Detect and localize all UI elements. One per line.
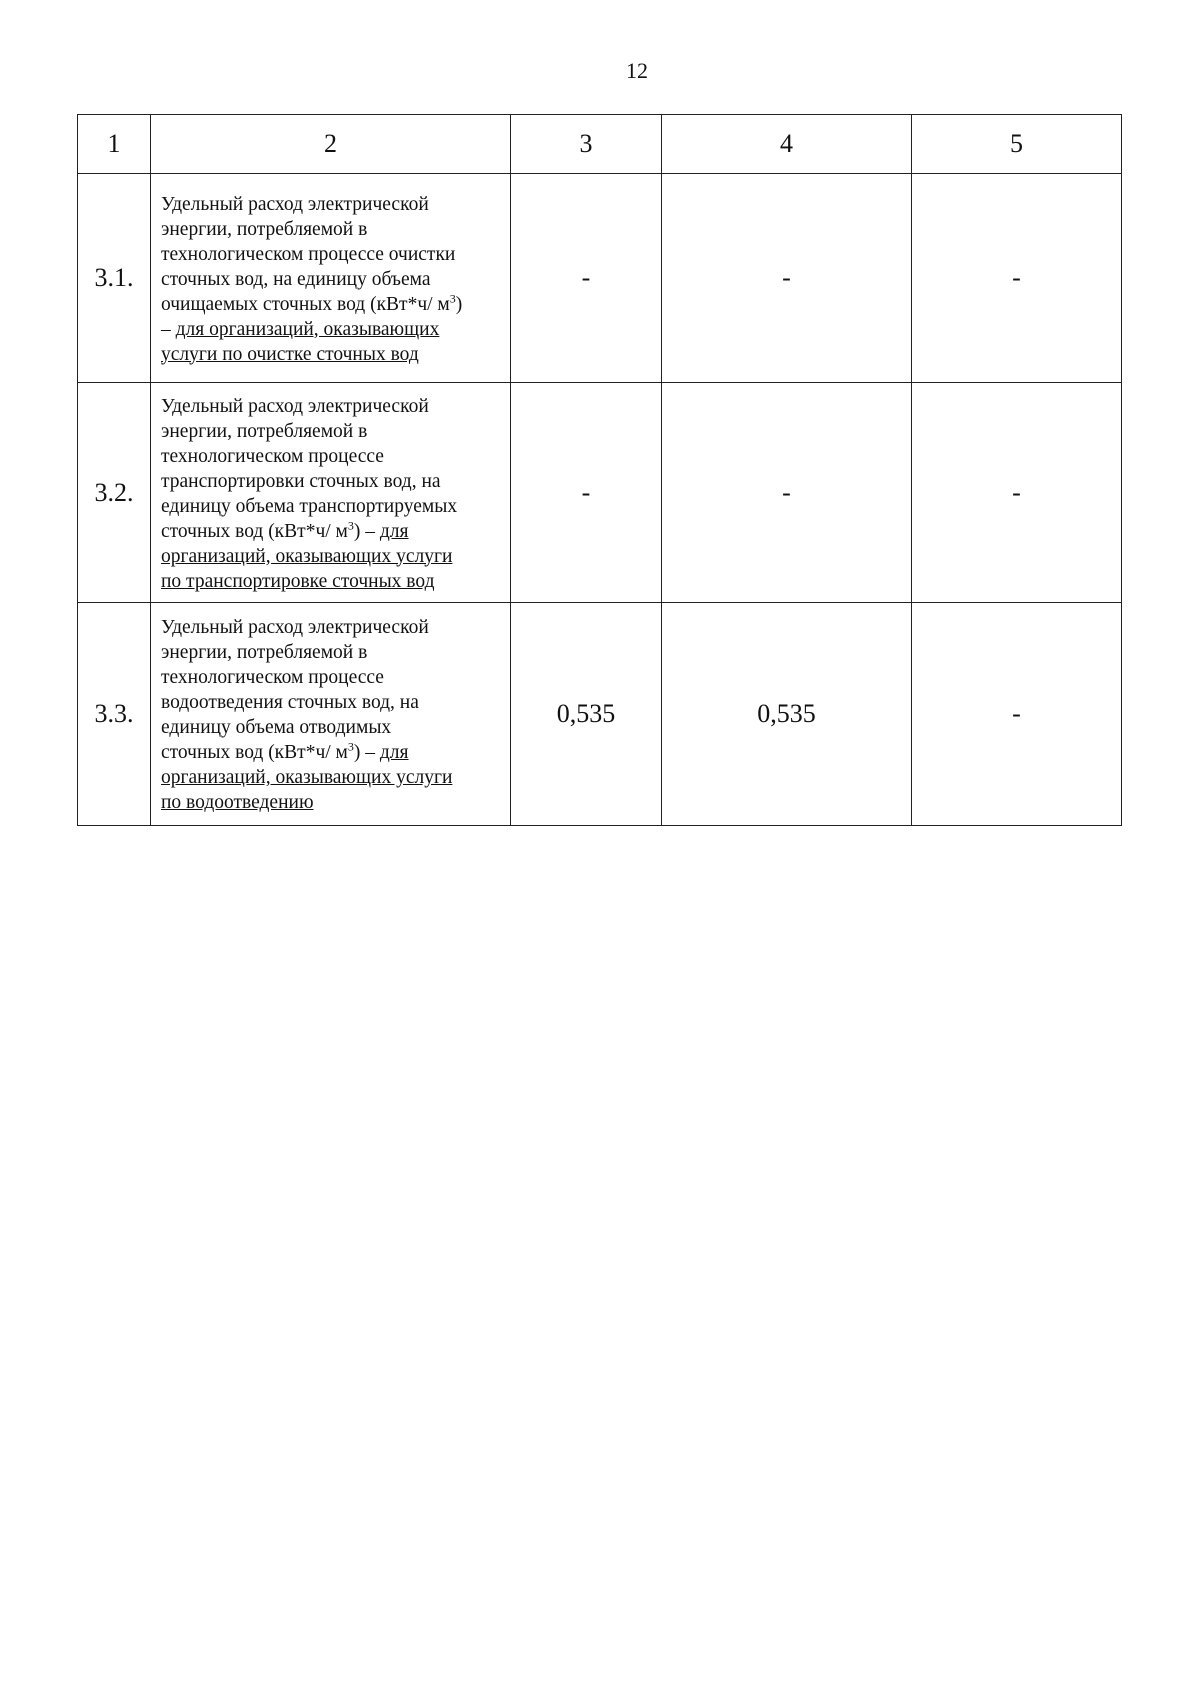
row-number: 3.3. xyxy=(78,603,151,826)
value-col-5: - xyxy=(912,174,1122,383)
value-col-4: - xyxy=(662,383,912,603)
desc-line: технологическом процессе xyxy=(161,667,384,688)
desc-line: единицу объема отводимых xyxy=(161,717,392,738)
desc-line: технологическом процессе xyxy=(161,445,384,467)
value-col-3: - xyxy=(511,383,662,603)
desc-unit-close: ) – xyxy=(353,520,380,542)
unit-superscript: 3 xyxy=(449,291,456,305)
desc-underlined: для xyxy=(379,520,409,542)
value-col-4: 0,535 xyxy=(662,603,912,826)
desc-line: энергии, потребляемой в xyxy=(161,642,368,663)
desc-underlined: по водоотведению xyxy=(161,792,314,813)
desc-unit-close: ) xyxy=(455,293,463,315)
unit-superscript: 3 xyxy=(347,739,354,754)
desc-line: водоотведения сточных вод, на xyxy=(161,692,419,713)
desc-underlined: для xyxy=(379,742,409,763)
desc-line: технологическом процессе очистки xyxy=(161,243,456,265)
value-col-3: 0,535 xyxy=(511,603,662,826)
table-row xyxy=(78,603,1122,826)
column-header-2: 2 xyxy=(151,115,511,174)
indicator-table xyxy=(77,114,1122,826)
value-col-3: - xyxy=(511,174,662,383)
value-col-5: - xyxy=(912,603,1122,826)
desc-line: Удельный расход электрической xyxy=(161,395,429,417)
desc-unit: сточных вод (кВт*ч/ м xyxy=(161,742,348,763)
desc-dash: – xyxy=(161,318,176,340)
value-col-5: - xyxy=(912,383,1122,603)
desc-line: сточных вод, на единицу объема xyxy=(161,268,431,290)
indicator-description xyxy=(151,603,511,826)
column-header-3: 3 xyxy=(511,115,662,174)
desc-unit-close: ) – xyxy=(353,742,380,763)
table-header-row xyxy=(78,115,1122,174)
indicator-description xyxy=(151,174,511,383)
desc-line: энергии, потребляемой в xyxy=(161,218,368,240)
desc-line: энергии, потребляемой в xyxy=(161,420,368,442)
column-header-5: 5 xyxy=(912,115,1122,174)
table-row xyxy=(78,383,1122,603)
column-header-1: 1 xyxy=(78,115,151,174)
desc-unit: очищаемых сточных вод (кВт*ч/ м xyxy=(161,293,450,315)
desc-unit: сточных вод (кВт*ч/ м xyxy=(161,520,348,542)
desc-underlined: по транспортировке сточных вод xyxy=(161,570,435,592)
desc-line: Удельный расход электрической xyxy=(161,193,429,215)
unit-superscript: 3 xyxy=(347,518,354,532)
desc-line: единицу объема транспортируемых xyxy=(161,495,458,517)
desc-underlined: услуги по очистке сточных вод xyxy=(161,343,419,365)
desc-line: Удельный расход электрической xyxy=(161,617,429,638)
desc-line: транспортировки сточных вод, на xyxy=(161,470,441,492)
column-header-4: 4 xyxy=(662,115,912,174)
indicator-description xyxy=(151,383,511,603)
value-col-4: - xyxy=(662,174,912,383)
page-number: 12 xyxy=(626,58,648,83)
desc-underlined: организаций, оказывающих услуги xyxy=(161,767,453,788)
desc-underlined: организаций, оказывающих услуги xyxy=(161,545,453,567)
table-row xyxy=(78,174,1122,383)
row-number: 3.1. xyxy=(78,174,151,383)
row-number: 3.2. xyxy=(78,383,151,603)
desc-underlined: для организаций, оказывающих xyxy=(175,318,440,340)
